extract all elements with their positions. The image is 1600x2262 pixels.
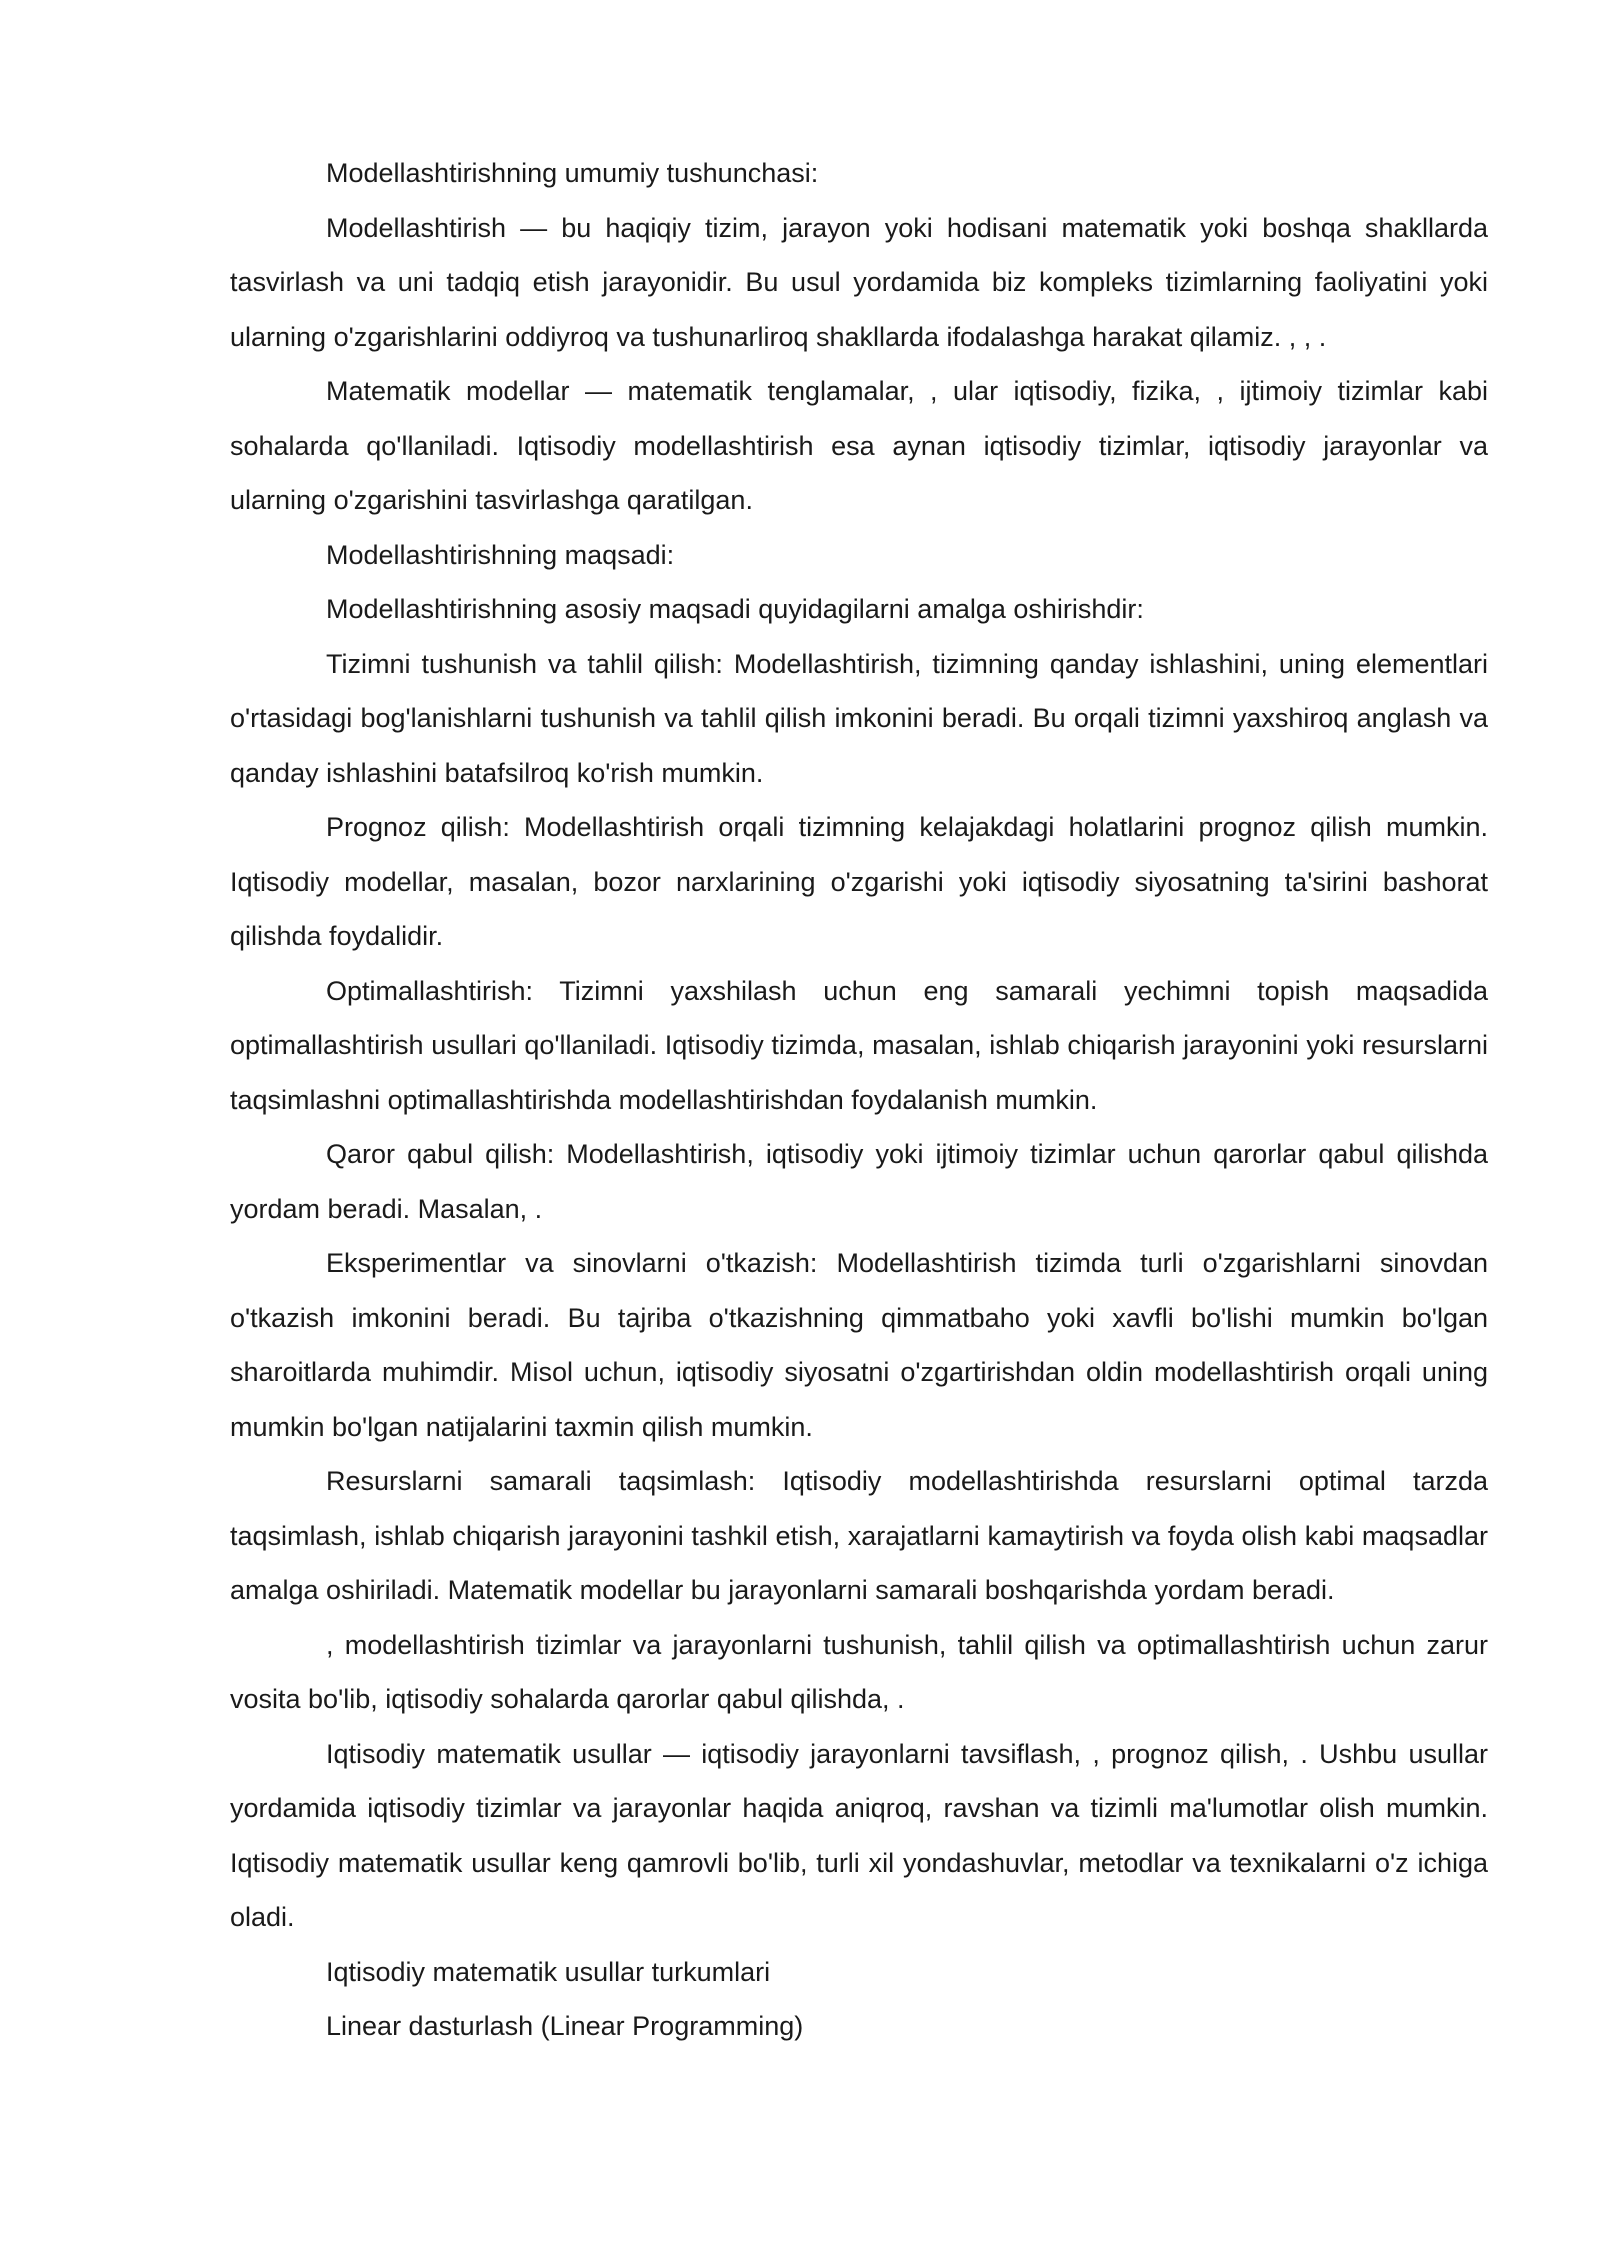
paragraph-heading-categories: Iqtisodiy matematik usullar turkumlari [326, 1956, 771, 1987]
paragraph-experiments: Eksperimentlar va sinovlarni o'tkazish: Modellashtirish tizimda turli o'zgarishlarni sinovdan o'tkazish imkonini beradi. Bu tajriba o'tkazishning qimmatbaho yoki xavfli bo'lishi mumkin bo'lgan sharoitlarda muhimdir. Misol uchun, iqtisodiy siyosatni o'zgartirishdan oldin modellashtirish orqali uning mumkin bo'lgan natijalarini taxmin qilish mumkin. [230, 1248, 1488, 1442]
paragraph-modeling-definition: Modellashtirish — bu haqiqiy tizim, jarayon yoki hodisani matematik yoki boshqa shakllarda tasvirlash va uni tadqiq etish jarayonidir. Bu usul yordamida biz kompleks tizimlarning faoliyatini yoki ularning o'zgarishlarini oddiyroq va tushunarliroq shakllarda ifodalashga harakat qilamiz. , , . [230, 212, 1488, 352]
paragraph-economic-math-methods: Iqtisodiy matematik usullar — iqtisodiy jarayonlarni tavsiflash, , prognoz qilish, . Ushbu usullar yordamida iqtisodiy tizimlar va jarayonlar haqida aniqroq, ravshan va tizimli ma'lumotlar olish mumkin. Iqtisodiy matematik usullar keng qamrovli bo'lib, turli xil yondashuvlar, metodlar va texnikalarni o'z ichiga oladi. [230, 1738, 1488, 1932]
paragraph-resource-allocation: Resurslarni samarali taqsimlash: Iqtisodiy modellashtirishda resurslarni optimal tarzda taqsimlash, ishlab chiqarish jarayonini tashkil etish, xarajatlarni kamaytirish va foyda olish kabi maqsadlar amalga oshiriladi. Matematik modellar bu jarayonlarni samarali boshqarishda yordam beradi. [230, 1466, 1488, 1605]
paragraph-mathematical-models: Matematik modellar — matematik tenglamalar, , ular iqtisodiy, fizika, , ijtimoiy tizimlar kabi sohalarda qo'llaniladi. Iqtisodiy modellashtirish esa aynan iqtisodiy tizimlar, iqtisodiy jarayonlar va ularning o'zgarishini tasvirlashga qaratilgan. [230, 376, 1488, 515]
paragraph-understanding-system: Tizimni tushunish va tahlil qilish: Modellashtirish, tizimning qanday ishlashini, uning elementlari o'rtasidagi bog'lanishlarni tushunish va tahlil qilish imkonini beradi. Bu orqali tizimni yaxshiroq anglash va qanday ishlashini batafsilroq ko'rish mumkin. [230, 648, 1488, 788]
paragraph-forecasting: Prognoz qilish: Modellashtirish orqali tizimning kelajakdagi holatlarini prognoz qilish mumkin. Iqtisodiy modellar, masalan, bozor narxlarining o'zgarishi yoki iqtisodiy siyosatning ta'sirini bashorat qilishda foydalidir. [230, 812, 1488, 951]
paragraph-heading-goal: Modellashtirishning maqsadi: [326, 539, 675, 570]
paragraph-decision-making: Qaror qabul qilish: Modellashtirish, iqtisodiy yoki ijtimoiy tizimlar uchun qarorlar qabul qilishda yordam beradi. Masalan, . [230, 1139, 1488, 1224]
paragraph-main-goal: Modellashtirishning asosiy maqsadi quyidagilarni amalga oshirishdir: [326, 594, 1144, 624]
paragraph-summary: , modellashtirish tizimlar va jarayonlarni tushunish, tahlil qilish va optimallashtirish uchun zarur vosita bo'lib, iqtisodiy sohalarda qarorlar qabul qilishda, . [230, 1629, 1488, 1714]
paragraph-linear-programming: Linear dasturlash (Linear Programming) [326, 2011, 804, 2041]
paragraph-heading-general-concept: Modellashtirishning umumiy tushunchasi: [326, 158, 819, 188]
paragraph-optimization: Optimallashtirish: Tizimni yaxshilash uchun eng samarali yechimni topish maqsadida optimallashtirish usullari qo'llaniladi. Iqtisodiy tizimda, masalan, ishlab chiqarish jarayonini yoki resurslarni taqsimlashni optimallashtirishda modellashtirishdan foydalanish mumkin. [230, 975, 1488, 1115]
document-body [230, 146, 1488, 2054]
